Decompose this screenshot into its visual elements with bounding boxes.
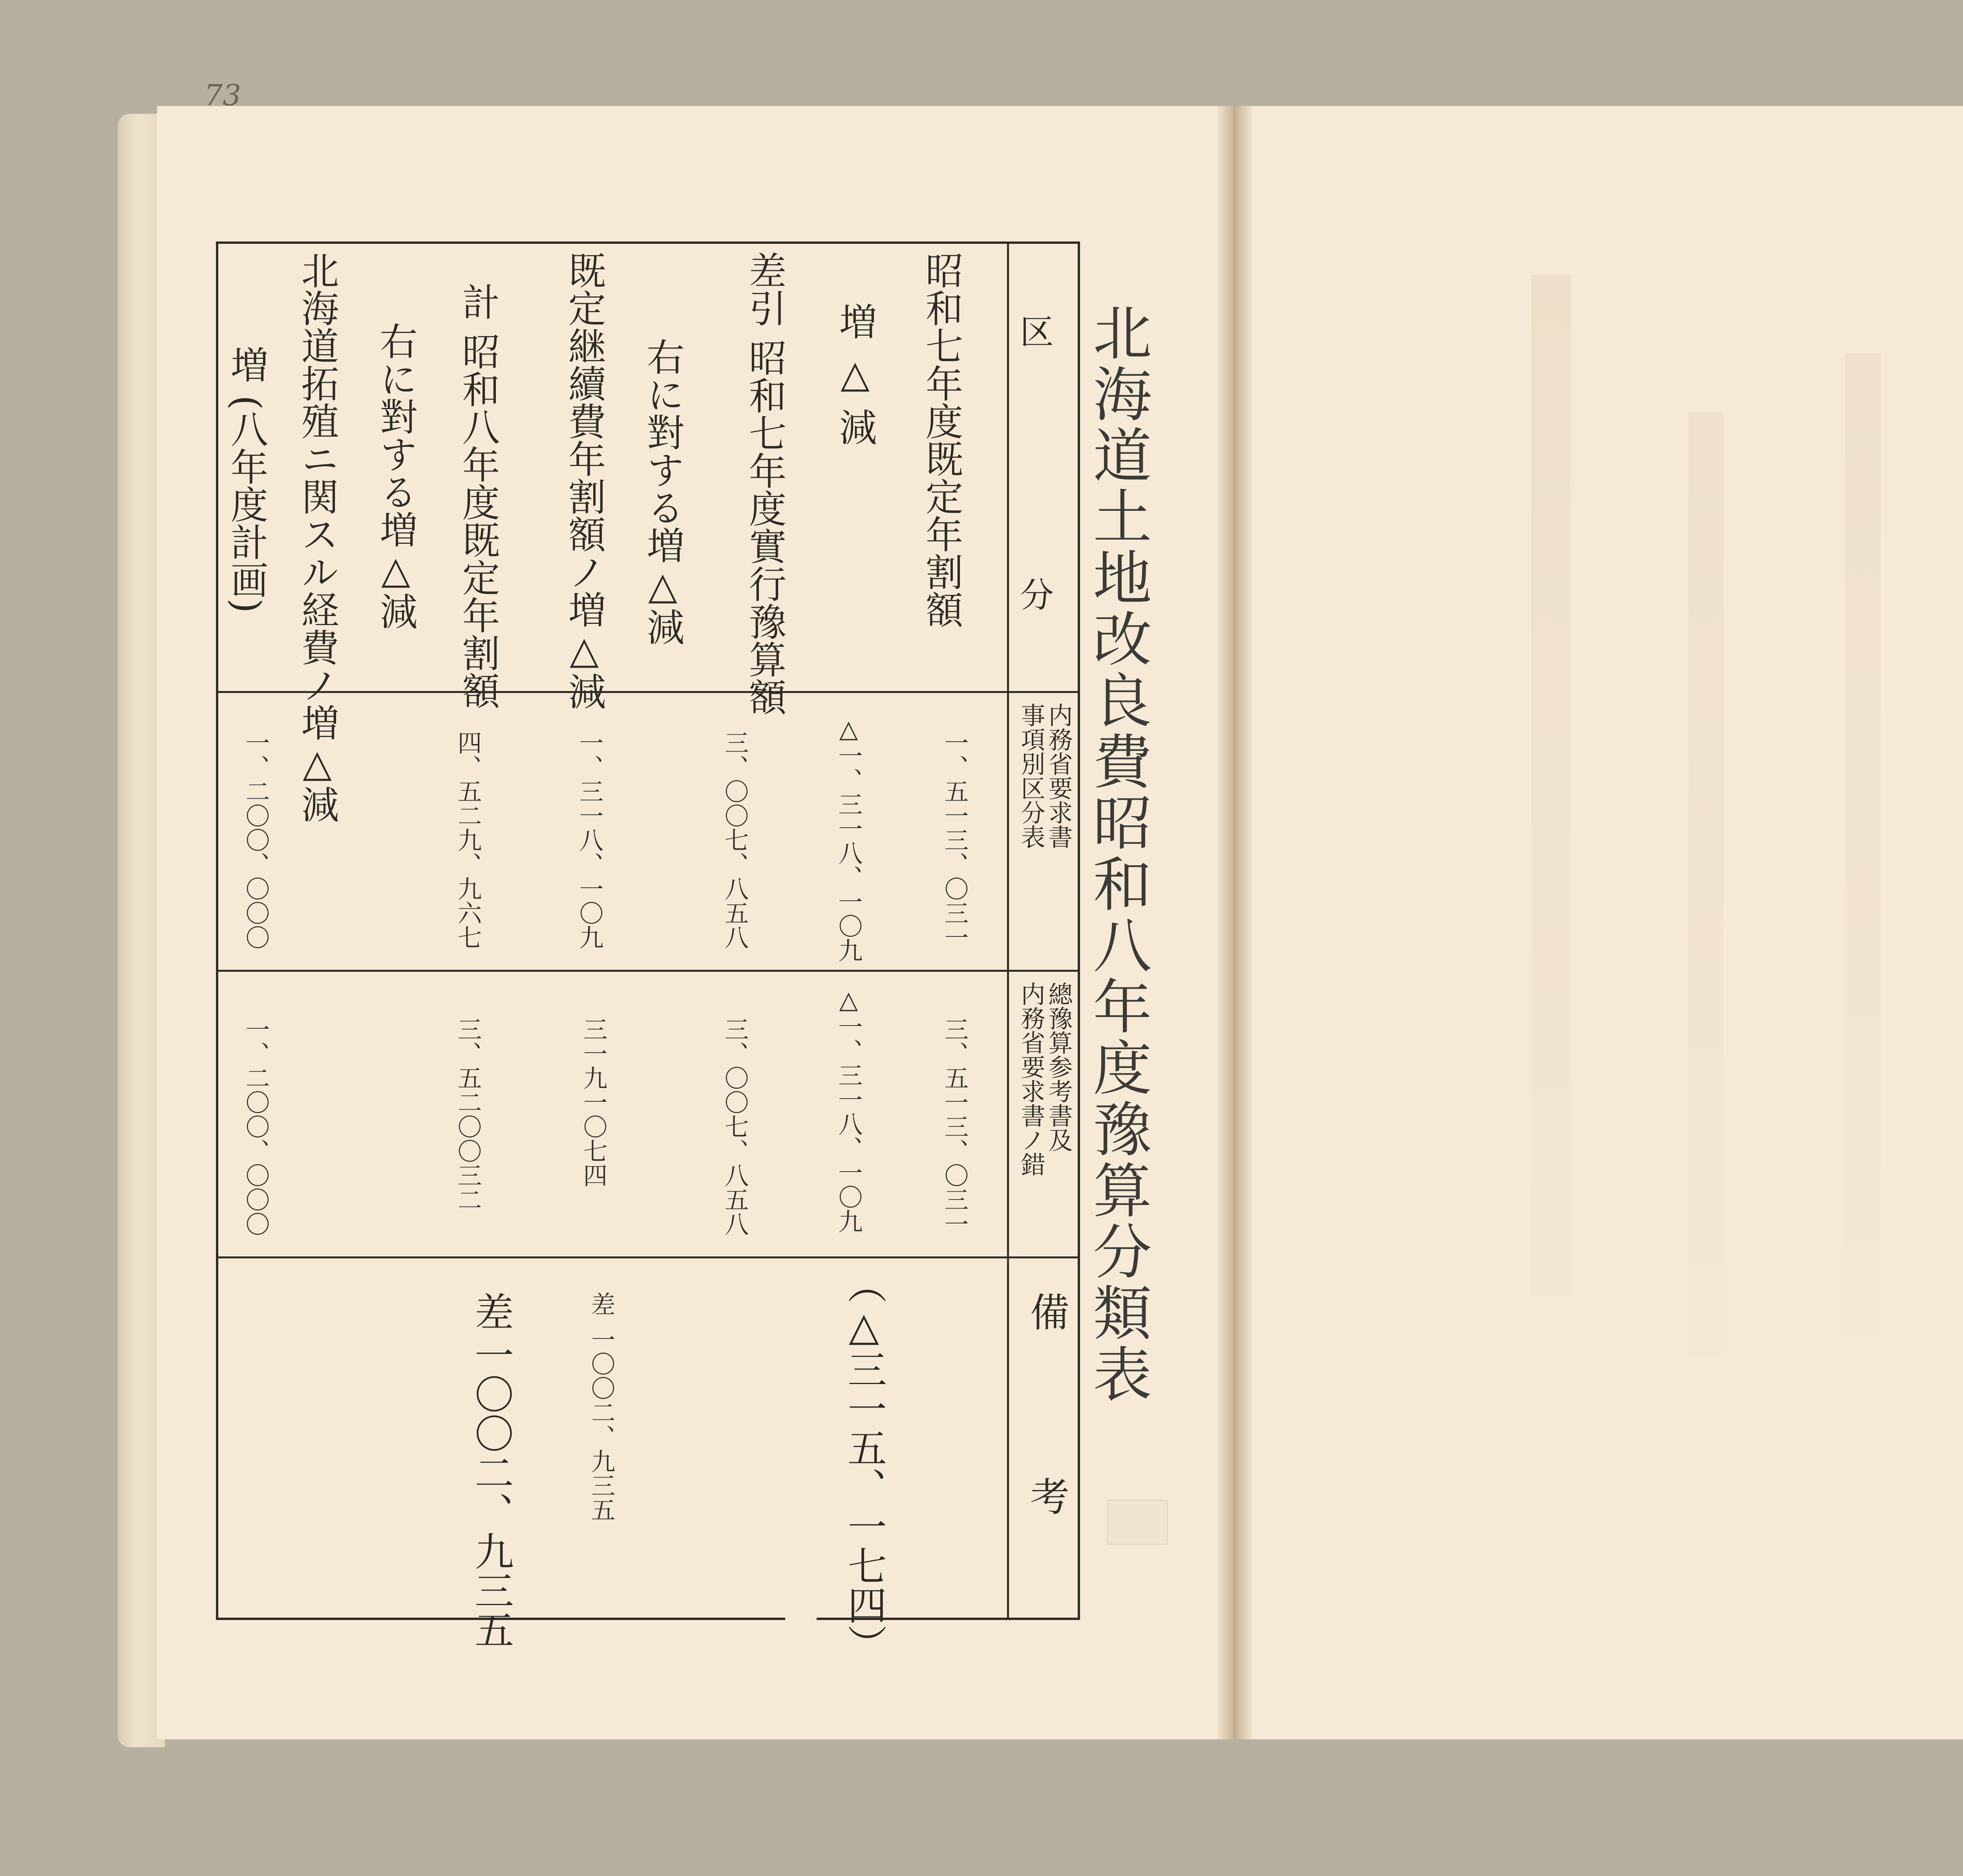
bikou-diff-label-1: 差 <box>587 1292 616 1316</box>
row-label-6-sub: 増 (八年度計画) <box>225 346 269 613</box>
row-label-3: 差引 昭和七年度實行豫算額 <box>743 251 787 716</box>
bikou-paren-note: （△三一五、一七四） <box>841 1264 887 1664</box>
col2-value-3: 三、〇〇七、八五八 <box>720 1017 749 1236</box>
document-title: 北海道土地改良費昭和八年度豫算分類表 <box>1083 302 1151 1405</box>
row-separator-2 <box>216 970 1080 972</box>
table-right-border <box>1078 241 1080 1620</box>
col2-value-5: 三、五二〇〇三二 <box>453 1017 482 1212</box>
bikou-diff-label-2: 差 <box>468 1292 514 1331</box>
header-kubun-1: 区 <box>1014 314 1053 348</box>
row-separator-1 <box>216 691 1080 693</box>
bikou-diff-value-2: 一〇〇二、九三五 <box>468 1335 514 1649</box>
header-kubun-2: 分 <box>1014 577 1053 611</box>
row-label-5-sub: 右に對する増△減 <box>374 322 418 630</box>
header-column-separator <box>1007 241 1009 1620</box>
row-label-6: 北海道拓殖ニ関スル経費ノ増△減 <box>295 251 339 823</box>
col1-value-4: 一、三一八、一〇九 <box>575 730 604 949</box>
col1-value-6: 一、二〇〇、〇〇〇 <box>241 730 270 949</box>
header-col1-line2: 事項別区分表 <box>1017 703 1045 849</box>
table-top-border <box>216 241 1080 244</box>
header-bikou-2: 考 <box>1024 1476 1069 1516</box>
col2-value-2: △一、三一八、一〇九 <box>834 986 863 1233</box>
row-label-4: 既定継續費年割額ノ増△減 <box>562 251 606 710</box>
header-bikou-1: 備 <box>1024 1292 1069 1331</box>
col1-value-1: 一、五一三、〇三一 <box>940 730 969 949</box>
col2-value-6: 一、二〇〇、〇〇〇 <box>241 1017 270 1236</box>
header-col2-line1: 總豫算参考書及 <box>1044 982 1073 1152</box>
row-label-3-sub: 右に對する増△減 <box>641 338 685 645</box>
left-page-number: 73 <box>204 79 241 112</box>
col2-value-4: 三一九一〇七四 <box>579 1017 608 1187</box>
bikou-diff-value-1: 一〇〇二、九三五 <box>587 1327 616 1522</box>
row-label-2: 増 △ 減 <box>833 302 877 446</box>
col2-value-1: 三、五一三、〇三一 <box>940 1017 969 1236</box>
table-left-border <box>216 241 218 1620</box>
header-col2-line2: 内務省要求書ノ錯 <box>1017 982 1045 1176</box>
book-gutter <box>1217 106 1252 1739</box>
col1-value-2: △一、三一八、一〇九 <box>834 715 863 962</box>
col1-value-5: 四、五二九、九六七 <box>453 730 482 949</box>
col1-value-3: 三、〇〇七、八五八 <box>720 730 749 949</box>
row-label-5: 計 昭和八年度既定年割額 <box>456 283 500 709</box>
page-stamp <box>1107 1500 1168 1545</box>
row-separator-3 <box>216 1256 1080 1258</box>
header-col1-line1: 内務省要求書 <box>1044 703 1073 849</box>
row-label-1: 昭和七年度既定年割額 <box>919 251 963 628</box>
